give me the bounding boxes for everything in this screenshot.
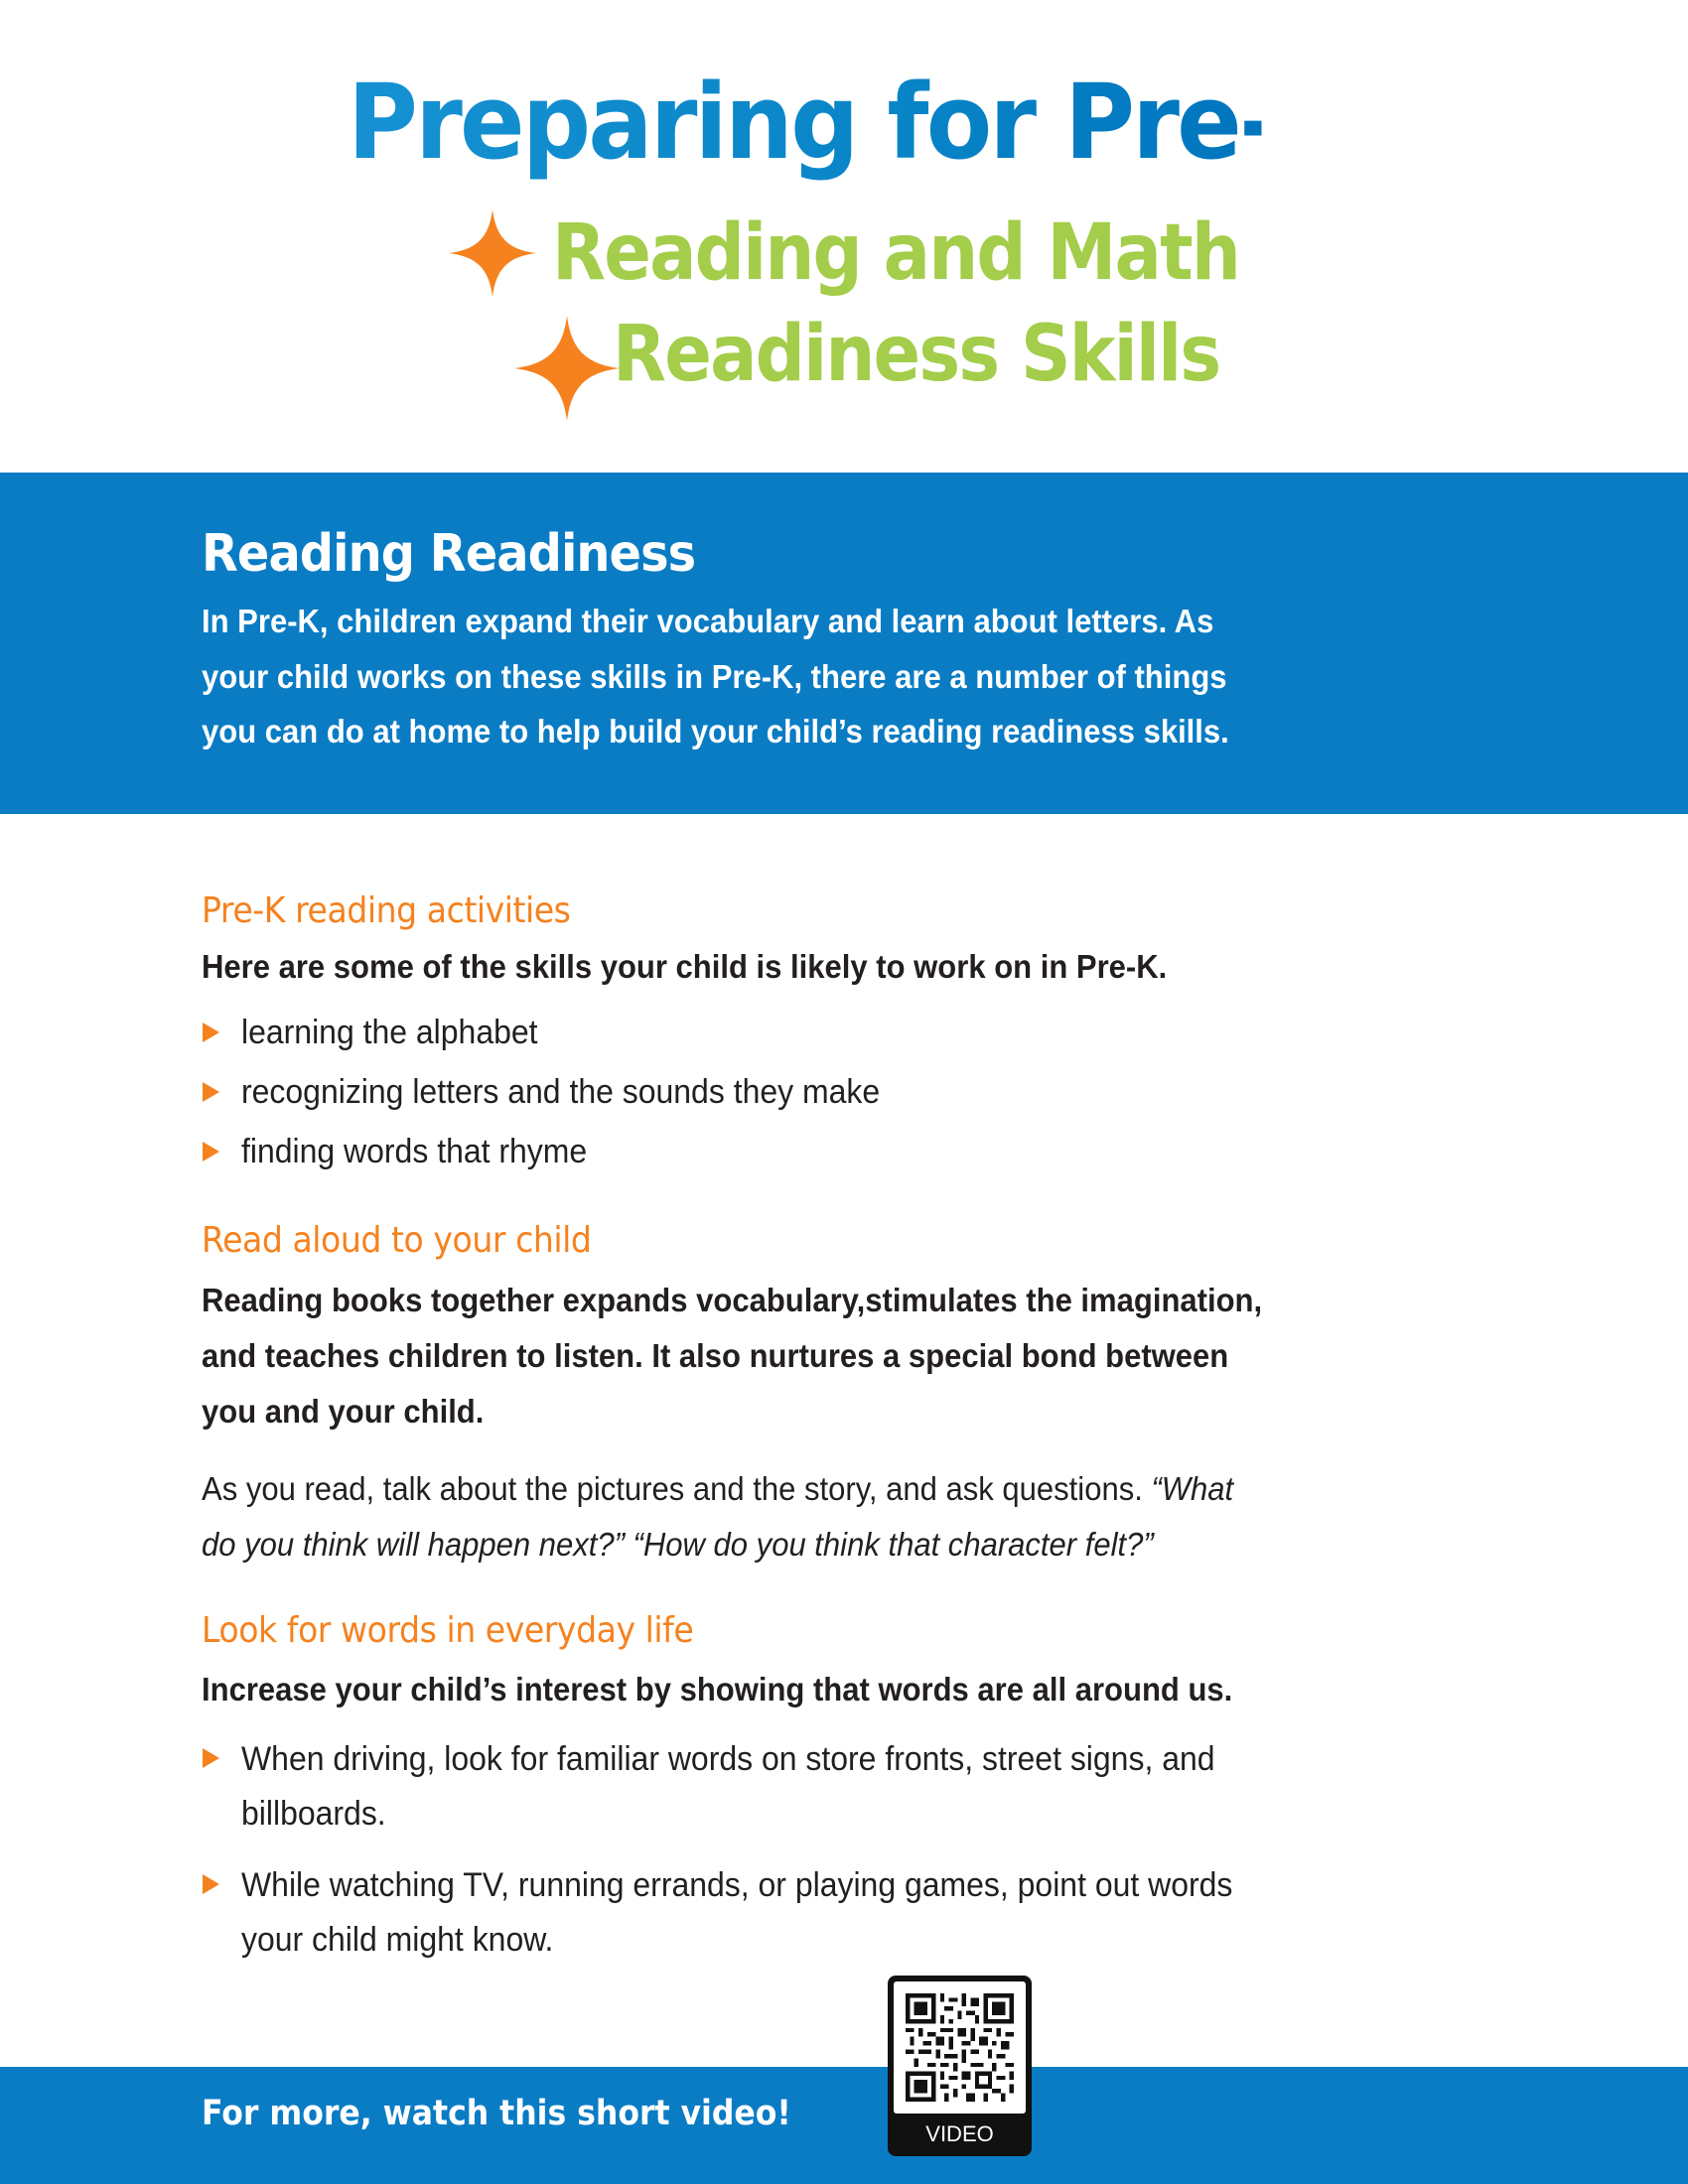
banner-body-line: In Pre-K, children expand their vocabulary and learn about letters. As bbox=[202, 603, 1214, 639]
section-heading-reading-activities: Pre-K reading activities bbox=[202, 890, 571, 931]
list-item: finding words that rhyme bbox=[202, 1128, 1512, 1177]
list-item: recognizing letters and the sounds they make bbox=[202, 1068, 1512, 1118]
banner-heading: Reading Readiness bbox=[202, 524, 696, 584]
bullet-arrow-icon bbox=[203, 1874, 219, 1894]
banner-body-line: your child works on these skills in Pre-K, there are a number of things bbox=[202, 657, 1227, 695]
qr-video-label: VIDEO bbox=[925, 2121, 994, 2146]
list-item: While watching TV, running errands, or playing games, point out words your child might know. bbox=[202, 1858, 1512, 1968]
banner-body-line: you can do at home to help build your child’s reading readiness skills. bbox=[202, 713, 1229, 750]
subtitle-line-2: Readiness Skills bbox=[613, 310, 1220, 399]
section-heading-read-aloud: Read aloud to your child bbox=[202, 1220, 592, 1261]
read-aloud-bold-paragraph: Reading books together expands vocabulary,stimulates the imagination, and teaches children to listen. It also nurtures a special bond between you and your child. bbox=[202, 1282, 1263, 1430]
subtitle-line-1: Reading and Math bbox=[552, 208, 1240, 298]
four-point-star-icon bbox=[442, 209, 543, 297]
bullet-arrow-icon bbox=[203, 1082, 219, 1102]
section-lead: Here are some of the skills your child is likely to work on in Pre-K. bbox=[202, 948, 1168, 985]
footer-video-prompt: For more, watch this short video! bbox=[202, 2094, 791, 2133]
list-item: When driving, look for familiar words on store fronts, street signs, and billboards. bbox=[202, 1732, 1512, 1842]
banner-body bbox=[202, 594, 1492, 759]
bullet-arrow-icon bbox=[203, 1748, 219, 1768]
list-item: learning the alphabet bbox=[202, 1009, 1512, 1058]
bullet-arrow-icon bbox=[203, 1023, 219, 1042]
qr-code-icon bbox=[906, 1993, 1014, 2102]
bullet-arrow-icon bbox=[203, 1142, 219, 1161]
section-heading-everyday-words: Look for words in everyday life bbox=[202, 1610, 694, 1651]
section-lead: Increase your child’s interest by showing that words are all around us. bbox=[202, 1671, 1233, 1707]
four-point-star-icon bbox=[510, 316, 624, 421]
read-aloud-paragraph: As you read, talk about the pictures and the story, and ask questions. “What do you think will happen next?” “How do you think that character felt?” bbox=[202, 1470, 1234, 1563]
page-title: Preparing for Pre-K bbox=[348, 58, 1262, 187]
video-qr-code[interactable] bbox=[888, 1976, 1032, 2156]
